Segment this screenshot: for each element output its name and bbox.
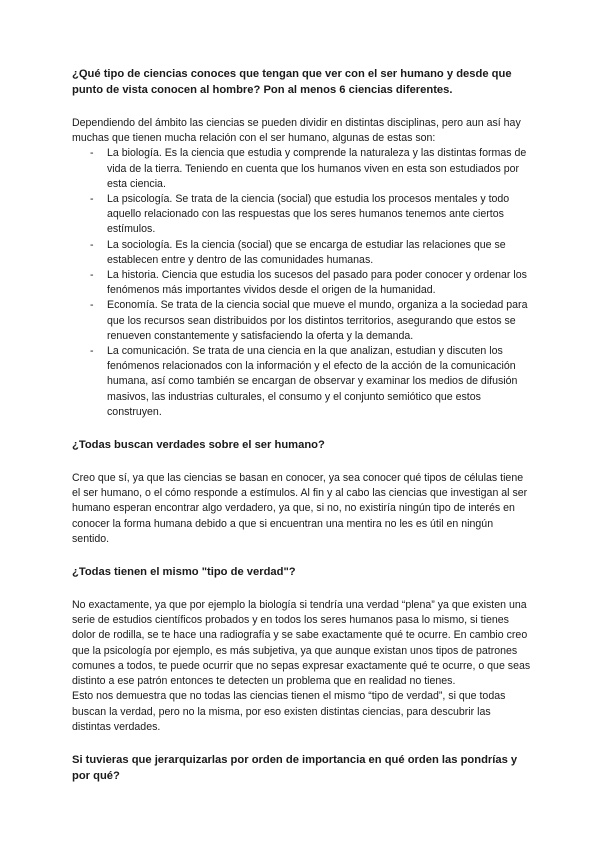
list-item-text: La comunicación. Se trata de una ciencia en la que analizan, estudian y discuten los fenómenos relacionados con la información y el efecto de la acción de la comunicación humana, así como también se encargan de observar y examinar los medios de difusión masivos, las industrias culturales, el consumo y el conjunto semiótico que estos construyen. <box>107 345 518 418</box>
document-page <box>72 66 532 784</box>
list-item-text: La historia. Ciencia que estudia los sucesos del pasado para poder conocer y ordenar los fenómenos más importantes vividos desde el origen de la humanidad. <box>107 269 527 297</box>
list-item-text: Economía. Se trata de la ciencia social que mueve el mundo, organiza a la sociedad para que los recursos sean distribuidos por los distintos territorios, asegurando que estos se renueven constantemente y satisfaciendo la oferta y la demanda. <box>107 299 528 342</box>
list-item-text: La psicología. Se trata de la ciencia (social) que estudia los procesos mentales y todo aquello relacionado con las respuestas que los seres humanos tenemos ante ciertos estímulos. <box>107 193 510 236</box>
answer-truths: Creo que sí, ya que las ciencias se basan en conocer, ya sea conocer qué tipos de células tiene el ser humano, o el cómo responde a estímulos. Al fin y al cabo las ciencias que investigan al ser humano esperan encontrar algo verdadero, ya que, si no, no existiría ningún tipo de interés en conocer la forma humana debido a que si encuentran una mentira no les es útil en ningún sentido. <box>72 472 528 545</box>
list-item-text: La sociología. Es la ciencia (social) que se encarga de estudiar las relaciones que se establecen entre y dentro de las comunidades humanas. <box>107 238 506 266</box>
list-item <box>72 146 532 192</box>
list-item-text: La biología. Es la ciencia que estudia y comprende la naturaleza y las distintas formas de vida de la tierra. Teniendo en cuenta que los humanos viven en esta son estudiados por esta ciencia. <box>107 147 527 190</box>
list-item <box>72 192 532 238</box>
list-item <box>72 344 532 420</box>
list-item <box>72 298 532 344</box>
bullet-dash: - <box>90 193 94 206</box>
question-truth-type: ¿Todas tienen el mismo "tipo de verdad"? <box>72 566 296 579</box>
question-hierarchy: Si tuvieras que jerarquizarlas por orden de importancia en qué orden las pondrías y por qué? <box>72 753 518 782</box>
bullet-dash: - <box>90 147 94 160</box>
sciences-list <box>72 146 532 420</box>
question-truths: ¿Todas buscan verdades sobre el ser humano? <box>72 439 325 452</box>
bullet-dash: - <box>90 238 94 251</box>
intro-paragraph: Dependiendo del ámbito las ciencias se pueden dividir en distintas disciplinas, pero aun así hay muchas que tienen mucha relación con el ser humano, algunas de estas son: <box>72 117 521 145</box>
bullet-dash: - <box>90 269 94 282</box>
bullet-dash: - <box>90 299 94 312</box>
question-sciences: ¿Qué tipo de ciencias conoces que tengan que ver con el ser humano y desde que punto de vista conocen al hombre? Pon al menos 6 ciencias diferentes. <box>72 68 512 96</box>
list-item <box>72 268 532 298</box>
answer-truth-type-2: Esto nos demuestra que no todas las ciencias tienen el mismo “tipo de verdad”, si que todas buscan la verdad, pero no la misma, por eso existen distintas ciencias, para descubrir las distintas verdades. <box>72 690 506 733</box>
list-item <box>72 238 532 268</box>
answer-truth-type-1: No exactamente, ya que por ejemplo la biología si tendría una verdad “plena” ya que existen una serie de estudios científicos probados y en todos los seres humanos pasa lo mismo, si tienes dolor de rodilla, se te hace una radiografía y se sabe exactamente qué te ocurre. En cambio creo que la psicología por ejemplo, es más subjetiva, ya que aunque existan unos tipos de patrones comunes a todos, te puede ocurrir que no sepas expresar exactamente qué te ocurre, o que seas distinto a ese patrón entonces te detecten un problema que en realidad no tienes. <box>72 599 531 688</box>
bullet-dash: - <box>90 345 94 358</box>
